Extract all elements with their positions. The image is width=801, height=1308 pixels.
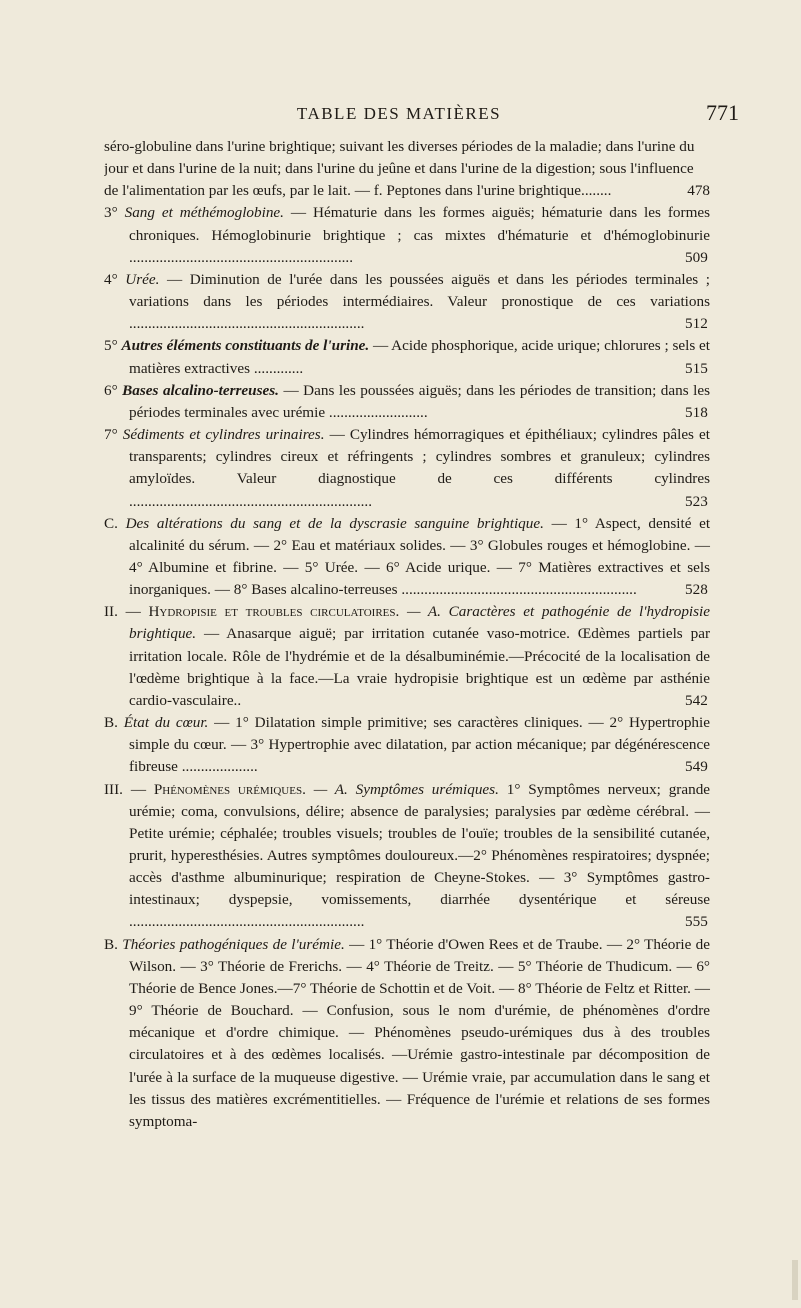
entry-text: — Dans les poussées aiguës; dans les périodes de transition; dans les périodes terminales avec urémie xyxy=(129,381,710,421)
toc-entry: 4° Urée. — Diminution de l'urée dans les poussées aiguës et dans les périodes terminales ; variations dans les périodes intermédiaires. Valeur pronostique de ces variations .............................................................. 512 xyxy=(104,270,711,333)
entry-text: — 1° Aspect, densité et alcalinité du sérum. — 2° Eau et matériaux solides. — 3° Globules rouges et hémoglobine. — 4° Albumine et fibrine. — 5° Urée. — 6° Acide urique. — 7° Matières extractives et sels inorganiques. — 8° Bases alcalino-terreuses xyxy=(129,514,711,599)
entry-prefix: 5° xyxy=(104,337,118,355)
entry-title: Urée. xyxy=(125,270,160,288)
toc-entry: C. Des altérations du sang et de la dyscrasie sanguine brightique. — 1° Aspect, densité et alcalinité du sérum. — 2° Eau et matériaux solides. — 3° Globules rouges et hémoglobine. — 4° Albumine et fibrine. — 5° Urée. — 6° Acide urique. — 7° Matières extractives et sels inorganiques. — 8° Bases alcalino-terreuses .............................................................. 528 xyxy=(104,514,711,599)
entry-page: 478 xyxy=(683,180,710,202)
toc-entry: 5° Autres éléments constituants de l'urine. — Acide phosphorique, acide urique; chlorures ; sels et matières extractives ............. 515 xyxy=(104,337,711,377)
table-of-contents xyxy=(104,136,710,1133)
entry-prefix: B. xyxy=(104,935,118,953)
toc-entry: III. — Phénomènes urémiques. — A. Symptômes urémiques. 1° Symptômes nerveux; grande urémie; coma, convulsions, délire; absence de paralysies; paralysies par œdème cérébral. — Petite urémie; céphalée; troubles visuels; troubles de l'ouïe; troubles de la sensibilité cutanée, prurit, hyperesthésies. Autres symptômes douloureux.—2° Phénomènes respiratoires; dyspnée; accès d'asthme albuminurique; respiration de Cheyne-Stokes. — 3° Symptômes gastro-intestinaux; dyspepsie, vomissements, diarrhée dysentérique et séreuse .............................................................. 555 xyxy=(104,780,711,931)
entry-text: séro-globuline dans l'urine brightique; suivant les diverses périodes de la maladie; dans l'urine du jour et dans l'urine de la nuit; dans l'urine du jeûne et dans l'urine de la digestion; sous l'influence de l'alimentation par les œufs, par le lait. — f. Peptones dans l'urine brightique xyxy=(104,138,695,200)
entry-title: — A. Caractères et pathogénie de l'hydropisie brightique. xyxy=(129,603,711,643)
entry-title: Autres éléments constituants de l'urine. xyxy=(121,337,370,355)
entry-title: Sédiments et cylindres urinaires. xyxy=(122,426,325,444)
entry-text: — Anasarque aiguë; par irritation cutanée vaso-motrice. Œdèmes partiels par irritation locale. Rôle de l'hydrémie et de la désalbuminémie.—Précocité de la localisation de l'œdème brightique à la face.—La vraie hydropisie brightique est un œdème par asthénie cardio-vasculaire.. xyxy=(129,625,711,709)
running-header xyxy=(0,100,801,132)
entry-title: — A. Symptômes urémiques. xyxy=(313,780,499,798)
entry-prefix: II. xyxy=(104,603,118,621)
entry-text: — Acide phosphorique, acide urique; chlorures ; sels et matières extractives xyxy=(129,337,711,377)
entry-title: Théories pathogéniques de l'urémie. xyxy=(122,935,345,953)
entry-section-title: — Hydropisie et troubles circulatoires. xyxy=(125,603,400,621)
entry-text: — 1° Dilatation simple primitive; ses caractères cliniques. — 2° Hypertrophie simple du cœur. — 3° Hypertrophie avec dilatation, par action mécanique; par dégénérescence fibreuse xyxy=(129,714,710,776)
toc-entry: 7° Sédiments et cylindres urinaires. — Cylindres hémorragiques et épithéliaux; cylindres pâles et transparents; cylindres cireux et réfringents ; cylindres sombres et granuleux; cylindres amyloïdes. Valeur diagnostique de ces différents cylindres ................................................................ 523 xyxy=(104,426,710,510)
toc-entry xyxy=(104,934,710,1133)
running-title: TABLE DES MATIÈRES xyxy=(296,104,502,123)
entry-text: — Diminution de l'urée dans les poussées aiguës et dans les périodes terminales ; variations dans les périodes intermédiaires. Valeur pronostique de ces variations xyxy=(129,270,711,311)
entry-text: — Cylindres hémorragiques et épithéliaux; cylindres pâles et transparents; cylindres cireux et réfringents ; cylindres sombres et granuleux; cylindres amyloïdes. Valeur diagnostique de ces différents cylindres xyxy=(129,426,710,488)
entry-prefix: C. xyxy=(104,514,118,532)
entry-text: 1° Symptômes nerveux; grande urémie; coma, convulsions, délire; absence de paralysies; paralysies par œdème cérébral. — Petite urémie; céphalée; troubles visuels; troubles de l'ouïe; troubles de la sensibilité cutanée, prurit, hyperesthésies. Autres symptômes douloureux.—2° Phénomènes respiratoires; dyspnée; accès d'asthme albuminurique; respiration de Cheyne-Stokes. — 3° Symptômes gastro-intestinaux; dyspepsie, vomissements, diarrhée dysentérique et séreuse xyxy=(129,780,711,909)
toc-entry: 6° Bases alcalino-terreuses. — Dans les poussées aiguës; dans les périodes de transition; dans les périodes terminales avec urémie .......................... 518 xyxy=(104,381,710,421)
entry-prefix: 4° xyxy=(104,270,118,288)
entry-prefix: III. xyxy=(104,780,123,798)
entry-text: — Hématurie dans les formes aiguës; hématurie dans les formes chroniques. Hémoglobinurie brightique ; cas mixtes d'hématurie et d'hémoglobinurie xyxy=(129,204,711,244)
toc-entry: séro-globuline dans l'urine brightique; suivant les diverses périodes de la maladie; dans l'urine du jour et dans l'urine de la nuit; dans l'urine du jeûne et dans l'urine de la digestion; sous l'influence de l'alimentation par les œufs, par le lait. — f. Peptones dans l'urine brightique........ 478 xyxy=(104,136,710,202)
entry-title: Des altérations du sang et de la dyscrasie sanguine brightique. xyxy=(125,514,544,532)
toc-entry: II. — Hydropisie et troubles circulatoires. — A. Caractères et pathogénie de l'hydropisie brightique. — Anasarque aiguë; par irritation cutanée vaso-motrice. Œdèmes partiels par irritation locale. Rôle de l'hydrémie et de la désalbuminémie.—Précocité de la localisation de l'œdème brightique à la face.—La vraie hydropisie brightique est un œdème par asthénie cardio-vasculaire.. 542 xyxy=(104,603,711,709)
entry-section-title: — Phénomènes urémiques. xyxy=(130,780,306,798)
page-edge-shadow xyxy=(792,1260,798,1300)
entry-title: État du cœur. xyxy=(123,714,209,732)
entry-prefix: B. xyxy=(104,714,118,732)
entry-prefix: 3° xyxy=(104,204,118,222)
toc-entry: B. État du cœur. — 1° Dilatation simple primitive; ses caractères cliniques. — 2° Hypertrophie simple du cœur. — 3° Hypertrophie avec dilatation, par action mécanique; par dégénérescence fibreuse .................... 549 xyxy=(104,714,710,776)
entry-title: Bases alcalino-terreuses. xyxy=(122,381,279,399)
entry-prefix: 6° xyxy=(104,381,118,399)
entry-title: Sang et méthémoglobine. xyxy=(124,204,284,222)
entry-prefix: 7° xyxy=(104,426,118,444)
toc-entry: 3° Sang et méthémoglobine. — Hématurie dans les formes aiguës; hématurie dans les formes chroniques. Hémoglobinurie brightique ; cas mixtes d'hématurie et d'hémoglobinurie ........................................................... 509 xyxy=(104,204,711,266)
entry-text: — 1° Théorie d'Owen Rees et de Traube. — 2° Théorie de Wilson. — 3° Théorie de Frerichs. — 4° Théorie de Treitz. — 5° Théorie de Thudicum. — 6° Théorie de Bence Jones.—7° Théorie de Schottin et de Voit. — 8° Théorie de Feltz et Ritter. — 9° Théorie de Bouchard. — Confusion, sous le nom d'urémie, de phénomènes d'ordre mécanique et d'ordre chimique. — Phénomènes pseudo-urémiques dus à des troubles circulatoires et à des œdèmes localisés. —Urémie gastro-intestinale par décomposition de l'urée à la surface de la muqueuse digestive. — Urémie vraie, par accumulation dans le sang et les tissus des matières excrémentitielles. — Fréquence de l'urémie et relations de ses formes symptoma- xyxy=(129,935,710,1130)
page-number: 771 xyxy=(706,100,739,125)
